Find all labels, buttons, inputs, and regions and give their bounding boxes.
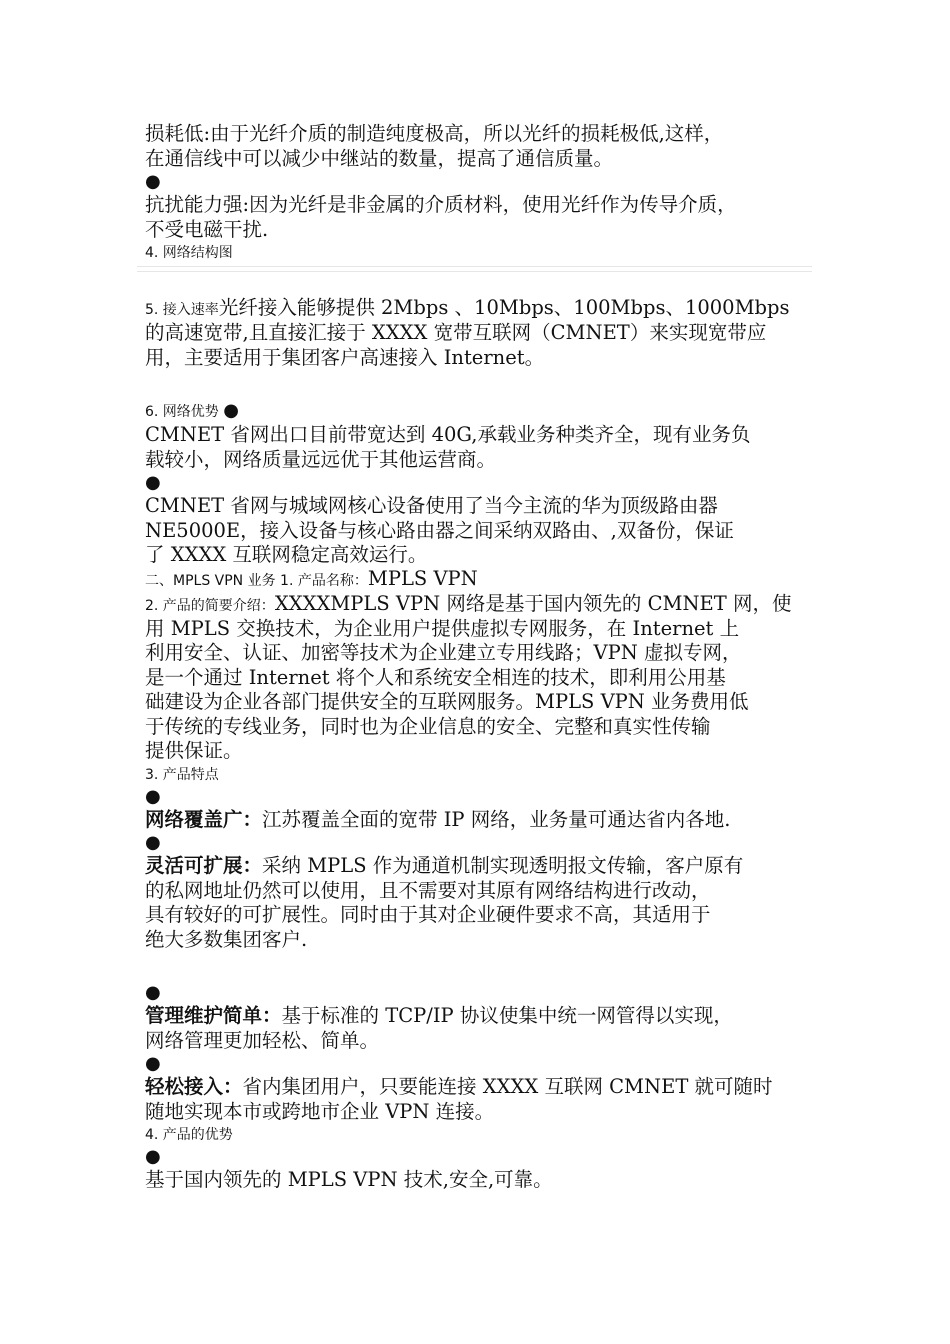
text-line: 损耗低:由于光纤介质的制造纯度极高，所以光纤的损耗极低,这样， (145, 122, 724, 145)
bold-label: 灵活可扩展： (145, 854, 263, 877)
bullet: ● (145, 982, 161, 1003)
bold-label: 轻松接入： (145, 1075, 243, 1098)
text-line: 的私网地址仍然可以使用，且不需要对其原有网络结构进行改动， (145, 878, 711, 902)
text-line: 在通信线中可以减少中继站的数量，提高了通信质量。 (145, 146, 614, 170)
spacer (145, 952, 820, 982)
text-line: 具有较好的可扩展性。同时由于其对企业硬件要求不高，其适用于 (145, 903, 711, 926)
text-line: CMNET 省网出口目前带宽达到 40G,承载业务种类齐全，现有业务负 (145, 423, 751, 446)
text-span: 江苏覆盖全面的宽带 IP 网络，业务量可通达省内各地. (262, 807, 731, 831)
text-line (145, 1004, 820, 1029)
text-line: 基于国内领先的 MPLS VPN 技术,安全,可靠。 (145, 1168, 553, 1191)
section-heading: 4. 产品的优势 (145, 1127, 233, 1143)
section-heading (145, 400, 820, 423)
text-span: 省内集团用户，只要能连接 XXXX 互联网 CMNET 就可随时 (242, 1075, 773, 1098)
text-line: 不受电磁干扰. (145, 217, 269, 241)
bullet: ● (145, 171, 161, 192)
bold-label: 管理维护简单： (145, 1004, 282, 1027)
text-line: 提供保证。 (145, 739, 243, 762)
section-heading: 4. 网络结构图 (145, 245, 233, 261)
text-line: 用，主要适用于集团客户高速接入 Internet。 (145, 345, 545, 369)
text-line: 是一个通过 Internet 将个人和系统安全相连的技术，即利用公用基 (145, 665, 726, 689)
text-line: 于传统的专线业务，同时也为企业信息的安全、完整和真实性传输 (145, 714, 711, 738)
text-line: 绝大多数集团客户. (145, 927, 308, 951)
bold-label: 网络覆盖广： (145, 807, 263, 831)
text-line (145, 854, 820, 879)
image-placeholder-rule (137, 266, 812, 272)
heading-text: 6. 网络优势 (145, 404, 219, 420)
bullet: ● (145, 785, 161, 807)
text-line (145, 592, 820, 617)
text-span: 基于标准的 TCP/IP 协议使集中统一网管得以实现， (281, 1004, 733, 1027)
text-span: 光纤接入能够提供 2Mbps 、10Mbps、100Mbps、1000Mbps (218, 296, 790, 319)
section-heading: 3. 产品特点 (145, 766, 219, 783)
text-line: 载较小，网络质量远远优于其他运营商。 (145, 447, 497, 471)
spacer (145, 370, 820, 400)
heading-text: 二、MPLS VPN 业务 1. 产品名称： (145, 572, 368, 589)
text-line: 础建设为企业各部门提供安全的互联网服务。MPLS VPN 业务费用低 (145, 690, 749, 713)
text-line: 用 MPLS 交换技术，为企业用户提供虚拟专网服务，在 Internet 上 (145, 616, 740, 640)
section-heading: 5. 接入速率 (145, 302, 219, 318)
text-line (145, 296, 820, 321)
text-span: 采纳 MPLS 作为通道机制实现透明报文传输，客户原有 (262, 854, 744, 877)
text-line: NE5000E，接入设备与核心路由器之间采纳双路由、,双备份，保证 (145, 518, 734, 542)
bullet: ● (145, 1146, 161, 1167)
text-line: 随地实现本市或跨地市企业 VPN 连接。 (145, 1099, 495, 1123)
bullet: ● (145, 1053, 161, 1074)
text-line: 抗扰能力强:因为光纤是非金属的介质材料，使用光纤作为传导介质， (145, 193, 737, 216)
text-line: CMNET 省网与城域网核心设备使用了当今主流的华为顶级路由器 (145, 494, 718, 517)
text-line (145, 808, 820, 833)
document-body (145, 122, 820, 1193)
bullet: ● (223, 400, 239, 421)
text-span: XXXXMPLS VPN 网络是基于国内领先的 CMNET 网，使 (274, 591, 792, 615)
bullet: ● (145, 472, 161, 493)
text-line: 网络管理更加轻松、简单。 (145, 1028, 380, 1052)
text-line: 利用安全、认证、加密等技术为企业建立专用线路；VPN 虚拟专网， (145, 641, 742, 664)
text-line: 了 XXXX 互联网稳定高效运行。 (145, 543, 428, 566)
text-line (145, 1075, 820, 1100)
text-line: 的高速宽带,且直接汇接于 XXXX 宽带互联网（CMNET）来实现宽带应 (145, 321, 767, 344)
heading-text: MPLS VPN (367, 566, 478, 590)
section-heading: 2. 产品的简要介绍： (145, 597, 275, 614)
section-heading (145, 568, 820, 592)
bullet: ● (145, 832, 161, 853)
